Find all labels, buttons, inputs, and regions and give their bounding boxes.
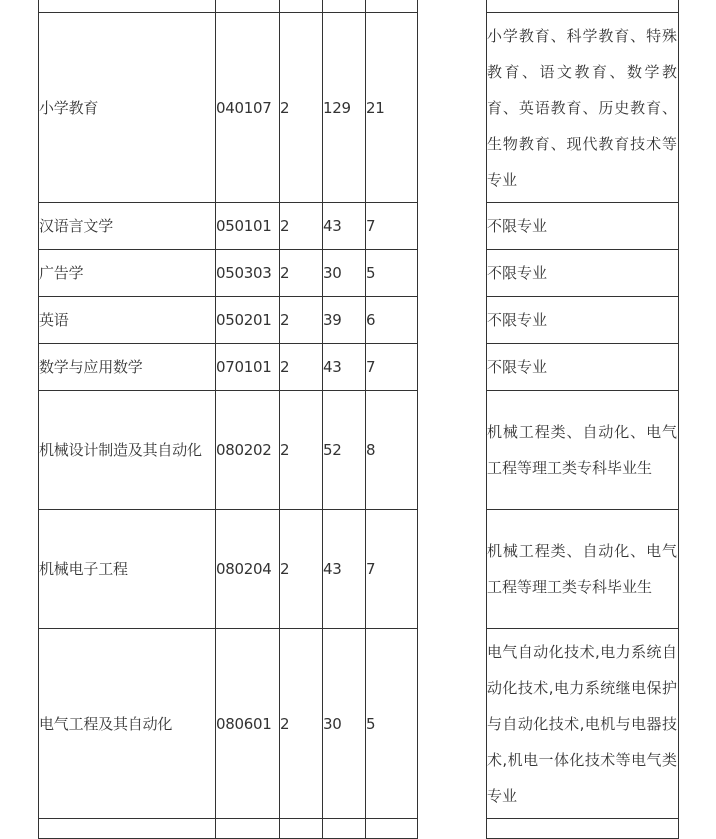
major-code-cell: 050201 (216, 297, 280, 344)
years-cell: 2 (280, 203, 323, 250)
major-name-cell: 英语 (39, 297, 216, 344)
majors-table (38, 0, 679, 839)
years-cell: 2 (280, 13, 323, 203)
major-name-cell: 电气工程及其自动化 (39, 629, 216, 819)
major-name-cell: 汉语言文学 (39, 203, 216, 250)
credits-cell: 43 (323, 203, 366, 250)
blank-gap-cell (418, 203, 487, 250)
requirement-cell: 机械工程类、自动化、电气工程等理工类专科毕业生 (487, 510, 679, 629)
blank-gap-cell (418, 0, 487, 13)
table-row (39, 13, 679, 203)
courses-cell: 7 (366, 510, 418, 629)
table-row (39, 391, 679, 510)
major-code-cell: 050101 (216, 203, 280, 250)
requirement-cell: 电气自动化技术,电力系统自动化技术,电力系统继电保护与自动化技术,电机与电器技术,机电一体化技术等电气类专业 (487, 629, 679, 819)
table-row (39, 819, 679, 839)
major-name-cell: 广告学 (39, 250, 216, 297)
table-row (39, 510, 679, 629)
major-code-cell (216, 0, 280, 13)
years-cell: 2 (280, 391, 323, 510)
table-row (39, 203, 679, 250)
years-cell: 2 (280, 297, 323, 344)
blank-gap-cell (418, 13, 487, 203)
blank-gap-cell (418, 819, 487, 839)
major-name-cell: 数学与应用数学 (39, 344, 216, 391)
major-name-cell (39, 819, 216, 839)
credits-cell: 43 (323, 344, 366, 391)
requirement-cell (487, 0, 679, 13)
major-code-cell (216, 819, 280, 839)
table-row (39, 297, 679, 344)
major-name-cell: 机械设计制造及其自动化 (39, 391, 216, 510)
table-row (39, 344, 679, 391)
major-name-cell: 机械电子工程 (39, 510, 216, 629)
requirement-cell: 不限专业 (487, 344, 679, 391)
courses-cell: 21 (366, 13, 418, 203)
credits-cell: 43 (323, 510, 366, 629)
years-cell: 2 (280, 344, 323, 391)
blank-gap-cell (418, 250, 487, 297)
requirement-cell: 不限专业 (487, 203, 679, 250)
years-cell (280, 819, 323, 839)
credits-cell: 129 (323, 13, 366, 203)
major-code-cell: 080202 (216, 391, 280, 510)
blank-gap-cell (418, 629, 487, 819)
major-name-cell (39, 0, 216, 13)
table-row (39, 0, 679, 13)
blank-gap-cell (418, 297, 487, 344)
requirement-cell: 小学教育、科学教育、特殊教育、语文教育、数学教育、英语教育、历史教育、生物教育、现代教育技术等专业 (487, 13, 679, 203)
credits-cell: 30 (323, 629, 366, 819)
years-cell: 2 (280, 250, 323, 297)
requirement-cell: 不限专业 (487, 297, 679, 344)
courses-cell: 5 (366, 250, 418, 297)
credits-cell (323, 819, 366, 839)
courses-cell: 7 (366, 344, 418, 391)
major-code-cell: 050303 (216, 250, 280, 297)
table-row (39, 629, 679, 819)
major-code-cell: 040107 (216, 13, 280, 203)
courses-cell (366, 0, 418, 13)
credits-cell: 39 (323, 297, 366, 344)
table-row (39, 250, 679, 297)
years-cell (280, 0, 323, 13)
courses-cell (366, 819, 418, 839)
major-code-cell: 070101 (216, 344, 280, 391)
credits-cell: 30 (323, 250, 366, 297)
major-code-cell: 080204 (216, 510, 280, 629)
courses-cell: 5 (366, 629, 418, 819)
blank-gap-cell (418, 344, 487, 391)
requirement-cell: 机械工程类、自动化、电气工程等理工类专科毕业生 (487, 391, 679, 510)
blank-gap-cell (418, 391, 487, 510)
credits-cell: 52 (323, 391, 366, 510)
courses-cell: 6 (366, 297, 418, 344)
major-name-cell: 小学教育 (39, 13, 216, 203)
credits-cell (323, 0, 366, 13)
years-cell: 2 (280, 510, 323, 629)
requirement-cell: 不限专业 (487, 250, 679, 297)
blank-gap-cell (418, 510, 487, 629)
requirement-cell (487, 819, 679, 839)
years-cell: 2 (280, 629, 323, 819)
courses-cell: 8 (366, 391, 418, 510)
major-code-cell: 080601 (216, 629, 280, 819)
courses-cell: 7 (366, 203, 418, 250)
